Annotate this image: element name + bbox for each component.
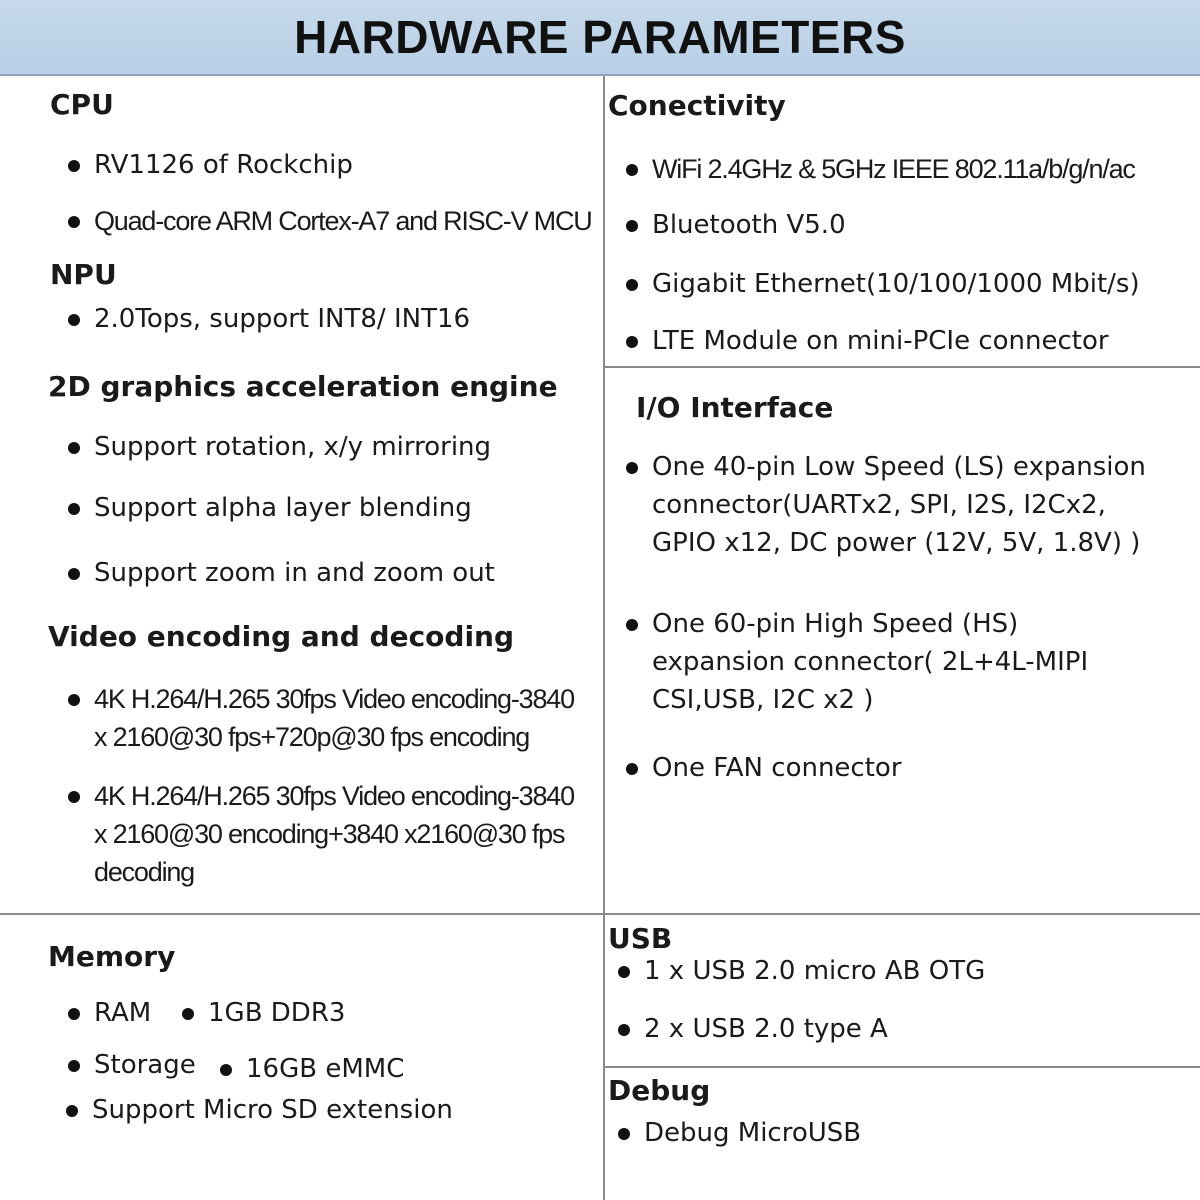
bullet-icon	[618, 1024, 630, 1036]
bullet-icon	[68, 1060, 80, 1072]
bullet-icon	[618, 966, 630, 978]
title-banner	[0, 0, 1200, 76]
bullet-icon	[626, 619, 638, 631]
debug-heading: Debug	[608, 1074, 711, 1107]
memory-sd: Support Micro SD extension	[92, 1091, 453, 1129]
page-title: HARDWARE PARAMETERS	[294, 11, 906, 63]
bullet-icon	[626, 336, 638, 348]
bullet-icon	[626, 220, 638, 232]
connectivity-item: WiFi 2.4GHz & 5GHz IEEE 802.11a/b/g/n/ac	[652, 150, 1135, 188]
memory-storage: Storage	[94, 1046, 196, 1084]
bullet-icon	[626, 164, 638, 176]
bullet-icon	[626, 462, 638, 474]
usb-heading: USB	[608, 922, 673, 955]
graphics-item: Support rotation, x/y mirroring	[94, 428, 491, 466]
usb-item: 1 x USB 2.0 micro AB OTG	[644, 952, 985, 990]
bullet-icon	[68, 314, 80, 326]
graphics-heading: 2D graphics acceleration engine	[48, 370, 558, 403]
connectivity-item: LTE Module on mini-PCIe connector	[652, 322, 1109, 360]
bullet-icon	[220, 1064, 232, 1076]
io-item: One 60-pin High Speed (HS) expansion connector( 2L+4L-MIPI CSI,USB, I2C x2 )	[652, 605, 1088, 719]
cpu-heading: CPU	[50, 88, 114, 121]
usb-item: 2 x USB 2.0 type A	[644, 1010, 888, 1048]
video-heading: Video encoding and decoding	[48, 620, 515, 653]
bullet-icon	[68, 694, 80, 706]
io-heading: I/O Interface	[636, 391, 834, 424]
bullet-icon	[68, 1008, 80, 1020]
row-divider	[0, 913, 1200, 915]
bullet-icon	[68, 216, 80, 228]
memory-ram: RAM	[94, 994, 151, 1032]
bullet-icon	[68, 442, 80, 454]
bullet-icon	[66, 1105, 78, 1117]
npu-item: 2.0Tops, support INT8/ INT16	[94, 300, 470, 338]
video-item: 4K H.264/H.265 30fps Video encoding-3840 x 2160@30 encoding+3840 x2160@30 fps decoding	[94, 777, 574, 891]
bullet-icon	[618, 1128, 630, 1140]
memory-storage-value: 16GB eMMC	[246, 1050, 404, 1088]
bullet-icon	[68, 503, 80, 515]
graphics-item: Support zoom in and zoom out	[94, 554, 495, 592]
graphics-item: Support alpha layer blending	[94, 489, 472, 527]
cpu-item: RV1126 of Rockchip	[94, 146, 353, 184]
bullet-icon	[626, 763, 638, 775]
right-divider-usb	[605, 1066, 1200, 1068]
memory-ram-value: 1GB DDR3	[208, 994, 345, 1032]
column-divider	[603, 76, 605, 1200]
debug-item: Debug MicroUSB	[644, 1114, 861, 1152]
bullet-icon	[182, 1008, 194, 1020]
connectivity-item: Bluetooth V5.0	[652, 206, 846, 244]
video-item: 4K H.264/H.265 30fps Video encoding-3840 x 2160@30 fps+720p@30 fps encoding	[94, 680, 574, 756]
cpu-item: Quad-core ARM Cortex-A7 and RISC-V MCU	[94, 202, 592, 240]
io-item: One FAN connector	[652, 749, 902, 787]
npu-heading: NPU	[50, 258, 117, 291]
bullet-icon	[68, 791, 80, 803]
memory-heading: Memory	[48, 940, 176, 973]
io-item: One 40-pin Low Speed (LS) expansion connector(UARTx2, SPI, I2S, I2Cx2, GPIO x12, DC power (12V, 5V, 1.8V) )	[652, 448, 1146, 562]
bullet-icon	[626, 279, 638, 291]
right-divider-connectivity	[605, 366, 1200, 368]
connectivity-item: Gigabit Ethernet(10/100/1000 Mbit/s)	[652, 265, 1140, 303]
connectivity-heading: Conectivity	[608, 89, 786, 122]
bullet-icon	[68, 568, 80, 580]
bullet-icon	[68, 160, 80, 172]
